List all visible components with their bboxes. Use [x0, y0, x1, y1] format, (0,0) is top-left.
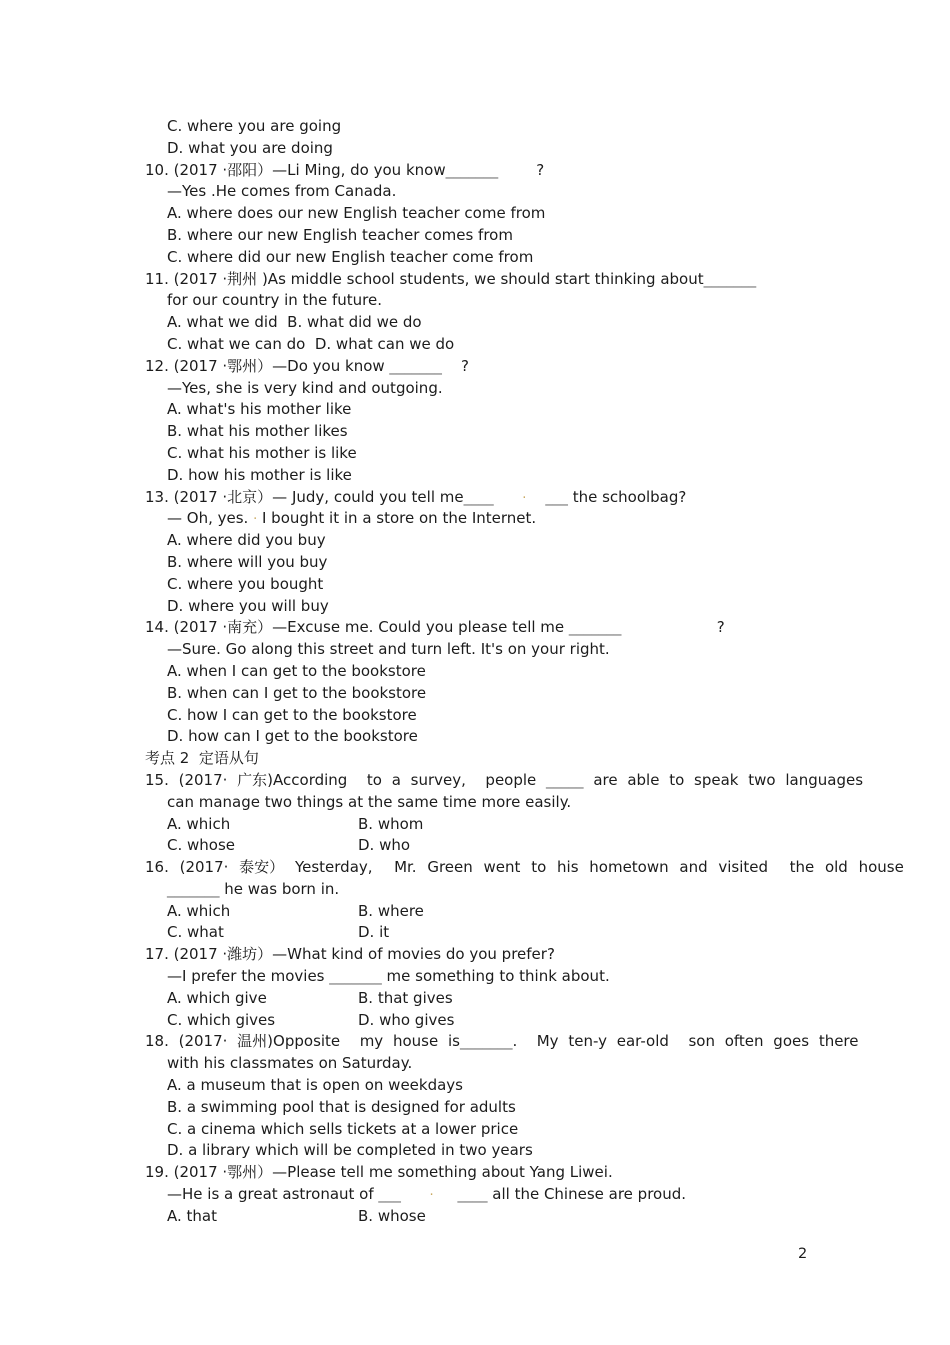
option-line: C. where you bought: [167, 574, 324, 593]
question-line: 14. (2017 ·南充）—Excuse me. Could you please tell me _______ ?: [145, 618, 725, 637]
option-line: D. how his mother is like: [167, 465, 352, 484]
question-line: 19. (2017 ·鄂州）—Please tell me something about Yang Liwei.: [145, 1163, 613, 1182]
blank-underline: _______: [459, 1032, 513, 1051]
option-choice: B. where: [358, 901, 424, 920]
option-line: —Yes, she is very kind and outgoing.: [167, 378, 443, 397]
option-choice: B. whom: [358, 814, 424, 833]
blank-underline: _______: [445, 160, 499, 179]
question-line: 16. (2017· 泰安） Yesterday, Mr. Green went to his hometown and visited the old house: [145, 858, 904, 877]
option-choice: A. which: [167, 814, 231, 833]
question-line: 13. (2017 ·北京）— Judy, could you tell me____ · ___ the schoolbag?: [145, 487, 687, 506]
option-line: A. when I can get to the bookstore: [167, 661, 426, 680]
option-line: can manage two things at the same time more easily.: [167, 792, 572, 811]
option-line: C. what his mother is like: [167, 443, 357, 462]
exam-questions-text: [145, 116, 905, 1228]
option-line: A. where does our new English teacher come from: [167, 204, 546, 223]
option-line: —Sure. Go along this street and turn left. It's on your right.: [167, 640, 610, 659]
blank-underline: _______: [568, 618, 622, 637]
question-line: 12. (2017 ·鄂州）—Do you know _______ ?: [145, 356, 469, 375]
question-line: 18. (2017· 温州)Opposite my house is_______. My ten-y ear-old son often goes there: [145, 1032, 859, 1051]
option-line: —Yes .He comes from Canada.: [167, 182, 397, 201]
blank-underline: _______: [329, 967, 382, 986]
blank-underline: _______: [389, 356, 442, 375]
option-line: B. where our new English teacher comes from: [167, 225, 513, 244]
blank-underline: _______: [167, 879, 220, 898]
option-line: C. where did our new English teacher come from: [167, 247, 534, 266]
small-dot-mark: ·: [522, 490, 527, 506]
option-choice: D. who: [358, 836, 411, 855]
option-choice: C. whose: [167, 836, 236, 855]
blank-underline: _____: [546, 770, 584, 789]
option-line: A. what's his mother like: [167, 400, 352, 419]
option-line: D. what you are doing: [167, 138, 333, 157]
blank-underline: ____: [457, 1185, 488, 1204]
option-choice: C. which gives: [167, 1010, 276, 1029]
option-line: C. how I can get to the bookstore: [167, 705, 417, 724]
blank-underline: _______: [703, 269, 757, 288]
question-line: 11. (2017 ·荆州 )As middle school students, we should start thinking about_______: [145, 269, 757, 288]
section-heading: 考点 2 定语从句: [145, 749, 259, 768]
option-line: D. how can I get to the bookstore: [167, 727, 418, 746]
option-line: C. where you are going: [167, 117, 342, 135]
option-line: A. a museum that is open on weekdays: [167, 1076, 463, 1095]
option-line: —He is a great astronaut of ___ · ____ all the Chinese are proud.: [167, 1185, 687, 1204]
option-line: A. what we did B. what did we do: [167, 313, 422, 332]
option-line: C. a cinema which sells tickets at a lower price: [167, 1119, 519, 1138]
question-line: 15. (2017· 广东)According to a survey, people _____ are able to speak two languages: [145, 770, 864, 789]
option-line: — Oh, yes. · I bought it in a store on the Internet.: [167, 509, 537, 528]
option-choice: A. that: [167, 1206, 217, 1225]
option-line: [145, 922, 905, 944]
blank-underline: ____: [463, 487, 494, 506]
page-number: 2: [798, 1246, 808, 1262]
option-line: D. a library which will be completed in two years: [167, 1141, 533, 1160]
option-choice: B. that gives: [358, 988, 453, 1007]
option-choice: D. who gives: [358, 1010, 455, 1029]
question-line: 10. (2017 ·邵阳）—Li Ming, do you know_______ ?: [145, 160, 545, 179]
blank-underline: ___: [378, 1185, 401, 1204]
small-dot-mark: ·: [429, 1188, 434, 1204]
option-line: _______ he was born in.: [167, 879, 340, 898]
option-line: [145, 1010, 905, 1032]
option-line: for our country in the future.: [167, 291, 382, 310]
option-line: B. when can I get to the bookstore: [167, 683, 427, 702]
option-line: B. what his mother likes: [167, 422, 348, 441]
option-choice: D. it: [358, 923, 390, 942]
option-line: [145, 901, 905, 923]
option-line: [145, 814, 905, 836]
option-choice: A. which give: [167, 988, 267, 1007]
option-line: —I prefer the movies _______ me something to think about.: [167, 967, 610, 986]
option-line: [145, 1206, 905, 1228]
option-line: C. what we can do D. what can we do: [167, 334, 455, 353]
option-line: B. a swimming pool that is designed for adults: [167, 1097, 516, 1116]
option-line: B. where will you buy: [167, 552, 328, 571]
option-choice: A. which: [167, 901, 231, 920]
option-line: A. where did you buy: [167, 531, 326, 550]
option-choice: C. what: [167, 923, 224, 942]
small-dot-mark: ·: [253, 512, 258, 528]
blank-underline: ___: [545, 487, 568, 506]
option-line: [145, 988, 905, 1010]
option-line: [145, 835, 905, 857]
option-line: with his classmates on Saturday.: [167, 1054, 413, 1073]
question-line: 17. (2017 ·潍坊）—What kind of movies do you prefer?: [145, 945, 555, 964]
option-line: D. where you will buy: [167, 596, 329, 615]
option-choice: B. whose: [358, 1206, 426, 1225]
